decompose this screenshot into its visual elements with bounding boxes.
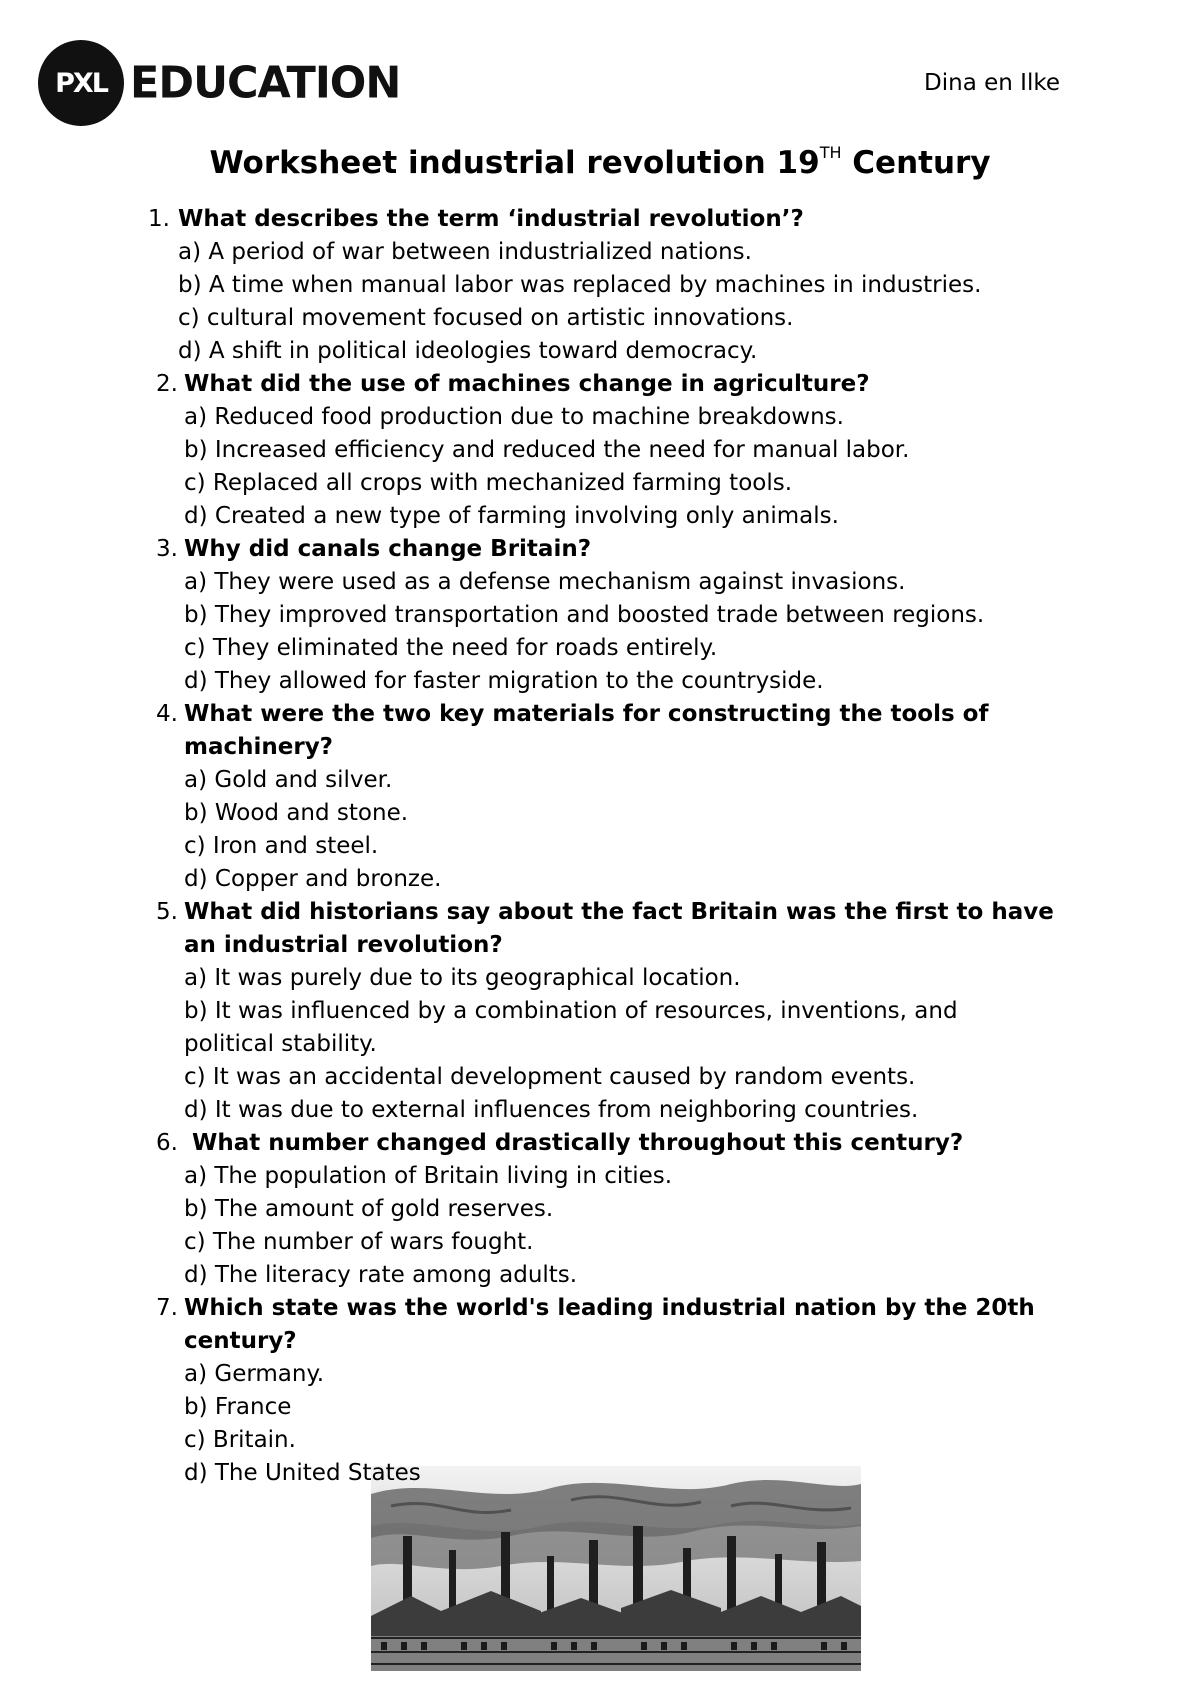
answer-option-a: a) It was purely due to its geographical location. <box>184 965 741 991</box>
authors: Dina en Ilke <box>924 70 1060 96</box>
logo-wordmark: EDUCATION <box>130 57 401 109</box>
question-number: 7. <box>156 1295 178 1321</box>
answer-option-a: a) Reduced food production due to machine breakdowns. <box>184 404 844 430</box>
question-6 <box>148 1127 1048 1292</box>
answer-option-c: c) They eliminated the need for roads entirely. <box>184 635 718 661</box>
answer-option-b: b) France <box>184 1394 292 1420</box>
question-number: 5. <box>156 899 178 925</box>
question-text: Which state was the world's leading industrial nation by the 20th century? <box>184 1295 1035 1354</box>
answer-option-b: b) Increased efficiency and reduced the need for manual labor. <box>184 437 910 463</box>
answer-option-a: a) Gold and silver. <box>184 767 393 793</box>
answer-option-c: c) Replaced all crops with mechanized farming tools. <box>184 470 793 496</box>
question-2 <box>148 368 1048 533</box>
question-text: What did historians say about the fact Britain was the first to have an industrial revolution? <box>184 899 1054 958</box>
question-text: What did the use of machines change in agriculture? <box>184 371 870 397</box>
answer-option-b: b) It was influenced by a combination of resources, inventions, and political stability. <box>184 998 958 1057</box>
answer-option-c: c) The number of wars fought. <box>184 1229 534 1255</box>
answer-option-a: a) A period of war between industrialized nations. <box>178 239 752 265</box>
question-number: 4. <box>156 701 178 727</box>
question-3 <box>148 533 1048 698</box>
answer-option-d: d) The literacy rate among adults. <box>184 1262 578 1288</box>
question-text: What were the two key materials for constructing the tools of machinery? <box>184 701 989 760</box>
question-text: What number changed drastically throughout this century? <box>184 1130 964 1156</box>
answer-option-b: b) They improved transportation and boosted trade between regions. <box>184 602 985 628</box>
answer-option-d: d) They allowed for faster migration to the countryside. <box>184 668 824 694</box>
answer-option-d: d) The United States <box>184 1460 421 1486</box>
answer-option-d: d) Copper and bronze. <box>184 866 442 892</box>
question-number: 3. <box>156 536 178 562</box>
question-text: Why did canals change Britain? <box>184 536 592 562</box>
answer-option-c: c) cultural movement focused on artistic innovations. <box>178 305 794 331</box>
question-7 <box>148 1292 1048 1490</box>
question-number: 2. <box>156 371 178 397</box>
answer-option-a: a) The population of Britain living in cities. <box>184 1163 673 1189</box>
answer-option-b: b) A time when manual labor was replaced by machines in industries. <box>178 272 982 298</box>
title-main: Worksheet industrial revolution 19 <box>209 145 820 181</box>
logo-mark: PXL <box>38 40 124 126</box>
question-5 <box>148 896 1054 1127</box>
title-superscript: TH <box>819 143 842 162</box>
question-number: 6. <box>156 1130 178 1156</box>
answer-option-d: d) Created a new type of farming involving only animals. <box>184 503 839 529</box>
question-4 <box>148 698 1048 896</box>
answer-option-a: a) They were used as a defense mechanism against invasions. <box>184 569 906 595</box>
answer-option-b: b) Wood and stone. <box>184 800 409 826</box>
question-number: 1. <box>148 206 170 232</box>
question-1 <box>140 203 1040 368</box>
question-text: What describes the term ‘industrial revolution’? <box>178 206 804 232</box>
answer-option-c: c) Britain. <box>184 1427 296 1453</box>
page-title <box>0 143 1200 181</box>
factory-illustration <box>371 1466 861 1671</box>
pxl-education-logo <box>38 40 400 126</box>
title-tail: Century <box>841 145 991 181</box>
answer-option-d: d) It was due to external influences from neighboring countries. <box>184 1097 919 1123</box>
answer-option-c: c) It was an accidental development caused by random events. <box>184 1064 916 1090</box>
answer-option-d: d) A shift in political ideologies toward democracy. <box>178 338 758 364</box>
answer-option-b: b) The amount of gold reserves. <box>184 1196 554 1222</box>
answer-option-a: a) Germany. <box>184 1361 325 1387</box>
answer-option-c: c) Iron and steel. <box>184 833 379 859</box>
